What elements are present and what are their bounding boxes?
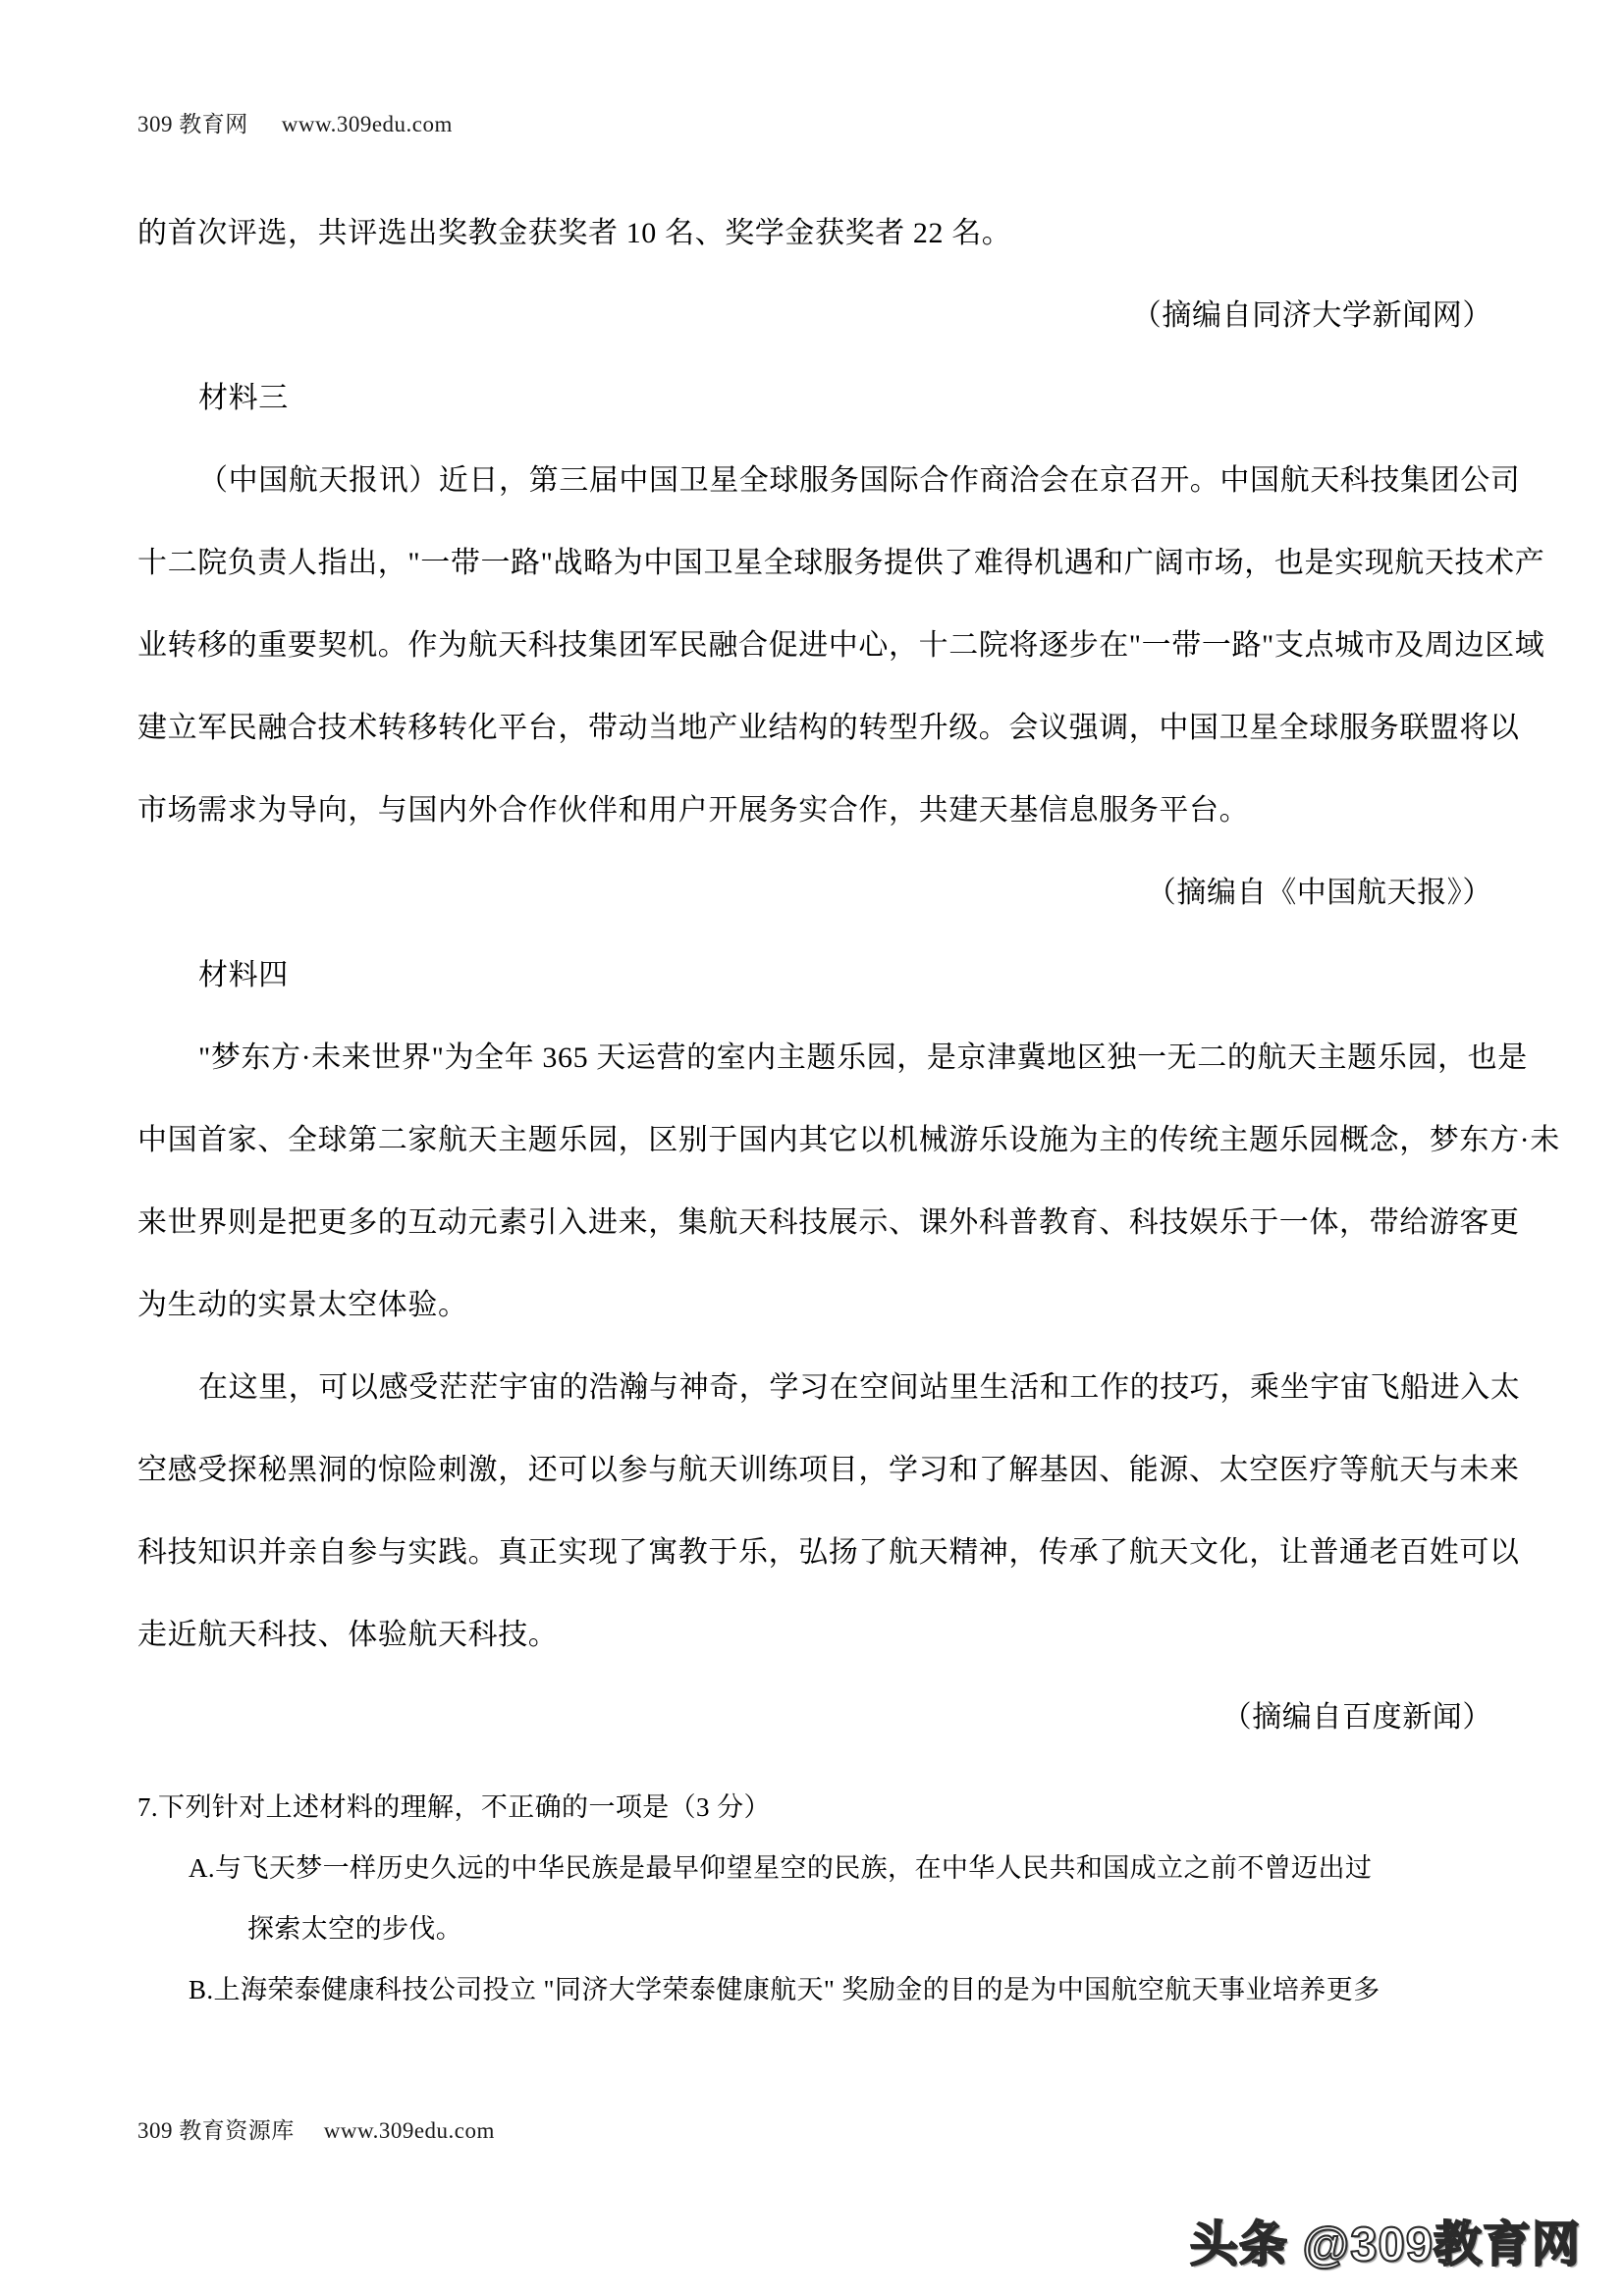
- source-attribution-3: （摘编自百度新闻）: [1221, 1701, 1492, 1734]
- spacer: [137, 1759, 1492, 1777]
- material-four-heading: 材料四: [198, 959, 289, 991]
- material-four-para2-line: 科技知识并亲自参与实践。真正实现了寓教于乐，弘扬了航天精神，传承了航天文化，让普通老百姓可以: [137, 1536, 1520, 1569]
- footer-site-url: www.309edu.com: [323, 2118, 495, 2143]
- running-footer: [137, 2112, 495, 2145]
- material-three-line: 十二院负责人指出，"一带一路"战略为中国卫星全球服务提供了难得机遇和广阔市场，也是实现航天技术产: [137, 547, 1545, 579]
- material-four-para2-line: 在这里，可以感受茫茫宇宙的浩瀚与神奇，学习在空间站里生活和工作的技巧，乘坐宇宙飞船进入太: [198, 1371, 1521, 1404]
- material-three-line: 业转移的重要契机。作为航天科技集团军民融合促进中心，十二院将逐步在"一带一路"支点城市及周边区域: [137, 629, 1545, 662]
- document-body: [137, 192, 1560, 2020]
- running-header: [137, 106, 453, 138]
- material-three-line: （中国航天报讯）近日，第三届中国卫星全球服务国际合作商洽会在京召开。中国航天科技集团公司: [198, 464, 1521, 497]
- material-four-para2-line: 空感受探秘黑洞的惊险刺激，还可以参与航天训练项目，学习和了解基因、能源、太空医疗等航天与未来: [137, 1454, 1520, 1486]
- material-four-para1-line: "梦东方·未来世界"为全年 365 天运营的室内主题乐园，是京津冀地区独一无二的航天主题乐园，也是: [198, 1041, 1528, 1074]
- question-option-b: B.上海荣泰健康科技公司投立 "同济大学荣泰健康航天" 奖励金的目的是为中国航空航天事业培养更多: [189, 1975, 1380, 2004]
- material-four-para2-line: 走近航天科技、体验航天科技。: [137, 1619, 559, 1651]
- material-three-line: 市场需求为导向，与国内外合作伙伴和用户开展务实合作，共建天基信息服务平台。: [137, 794, 1250, 827]
- question-option-a-cont: 探索太空的步伐。: [247, 1914, 463, 1944]
- material-four-para1-line: 来世界则是把更多的互动元素引入进来，集航天科技展示、课外科普教育、科技娱乐于一体，带给游客更: [137, 1206, 1520, 1239]
- material-three-heading: 材料三: [198, 382, 289, 414]
- continued-paragraph-line: 的首次评选，共评选出奖教金获奖者 10 名、奖学金获奖者 22 名。: [137, 217, 1012, 249]
- source-attribution-2: （摘编自《中国航天报》）: [1146, 877, 1492, 909]
- footer-site-name: 309 教育资源库: [137, 2118, 295, 2143]
- header-site-name: 309 教育网: [137, 112, 248, 136]
- question-stem: 7.下列针对上述材料的理解，不正确的一项是（3 分）: [137, 1792, 771, 1822]
- question-option-a: A.与飞天梦一样历史久远的中华民族是最早仰望星空的民族，在中华人民共和国成立之前不曾迈出过: [189, 1853, 1373, 1883]
- watermark-toutiao: 头条 @309教育网: [1189, 2218, 1581, 2271]
- material-three-line: 建立军民融合技术转移转化平台，带动当地产业结构的转型升级。会议强调，中国卫星全球服务联盟将以: [137, 712, 1520, 744]
- header-site-url: www.309edu.com: [281, 112, 453, 136]
- source-attribution-1: （摘编自同济大学新闻网）: [1131, 299, 1492, 332]
- material-four-para1-line: 中国首家、全球第二家航天主题乐园，区别于国内其它以机械游乐设施为主的传统主题乐园概念，梦东方·未: [137, 1124, 1560, 1156]
- material-four-para1-line: 为生动的实景太空体验。: [137, 1289, 468, 1321]
